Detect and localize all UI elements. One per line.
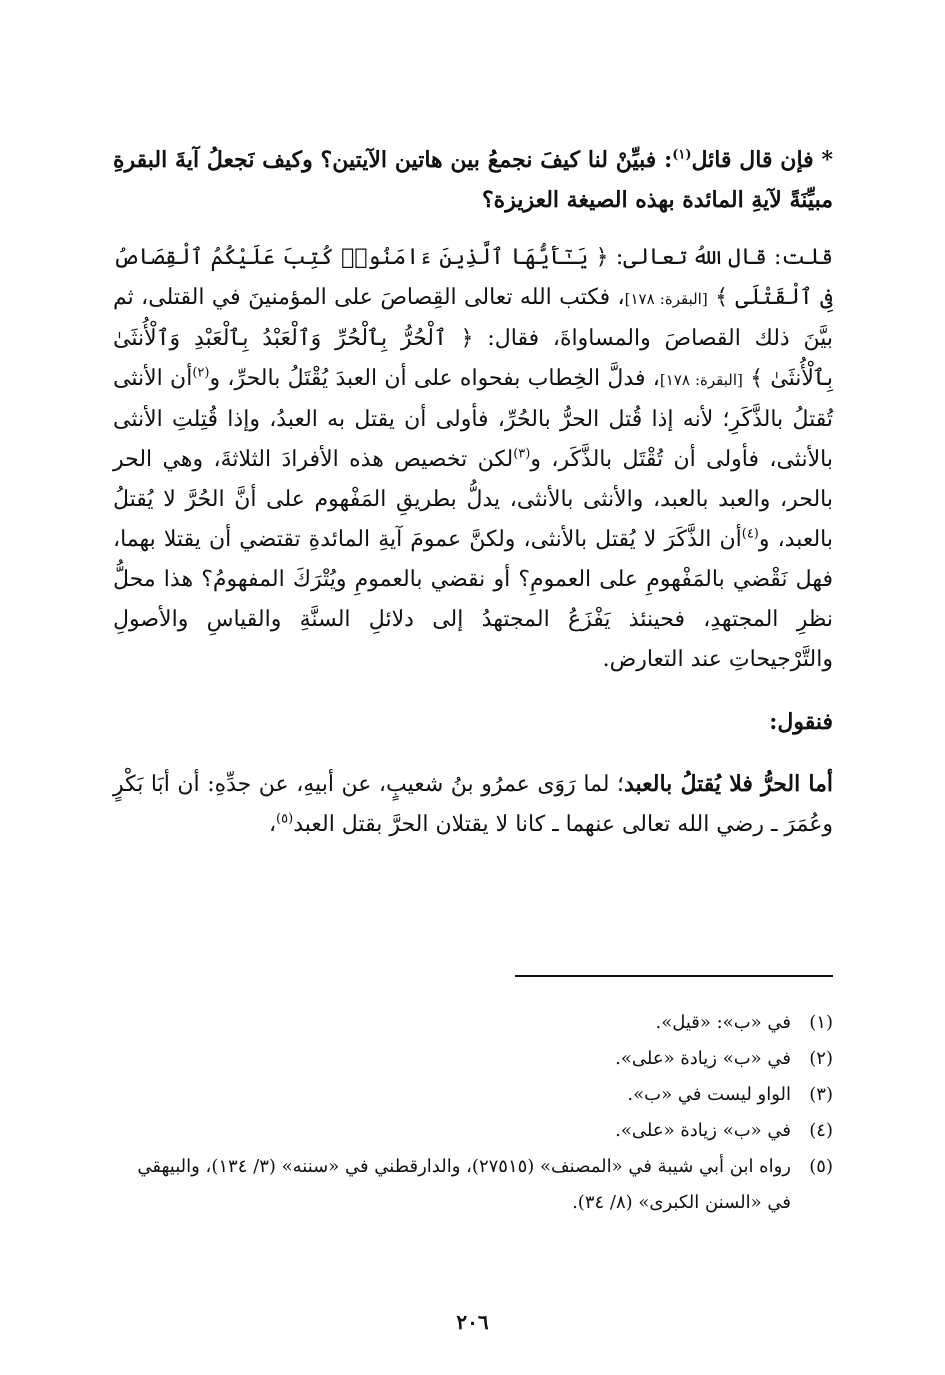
answer-s4: أن الأنثى تُقتلُ بالذَّكَرِ؛ لأنه إذا قُتل الحرُّ بالحُرِّ، فأولى أن يقتل به العبدُ، وإذا قُتِلتِ الأنثى بالأنثى، فأولى أن تُقْتَل بالذَّكَر، و (113, 366, 833, 472)
spacer (113, 680, 833, 702)
footnote-ref-3[interactable]: (٣) (513, 446, 531, 462)
main-text (113, 140, 833, 845)
footnote-number: (٢) (809, 1048, 833, 1069)
footnote-text: في «ب» زيادة «على». (615, 1048, 791, 1069)
footnote-number: (٣) (809, 1084, 833, 1105)
footnote-item (113, 1005, 833, 1041)
answer-s3: ، فدلَّ الخِطاب بفحواه على أن العبدَ يُقْتَلُ بالحرِّ، و (209, 366, 660, 391)
answer-paragraph (113, 238, 833, 680)
footnote-text: الواو ليست في «ب». (627, 1084, 791, 1105)
footnote-ref-1[interactable]: (١) (672, 147, 692, 163)
naqul-heading: فنقول: (769, 709, 833, 735)
footnote-text: في «ب» زيادة «على». (615, 1120, 791, 1141)
footnote-ref-4[interactable]: (٤) (741, 526, 759, 542)
footnote-item (113, 1041, 833, 1077)
question-paragraph (113, 140, 833, 220)
footnote-item (113, 1077, 833, 1113)
footnote-item (113, 1149, 833, 1221)
spacer (113, 742, 833, 764)
footnote-text: رواه ابن أبي شيبة في «المصنف» (٢٧٥١٥)، والدارقطني في «سننه» (٣/ ١٣٤)، والبيهقي في «السنن الكبرى» (٨/ ٣٤). (137, 1156, 791, 1213)
footnote-item (113, 1113, 833, 1149)
quran-ref-1: [البقرة: ١٧٨] (624, 290, 708, 308)
question-part2: : فبيِّنْ لنا كيفَ نجمعُ بين هاتين الآيتين؟ وكيف نَجعلُ آيةَ البقرةِ مبيِّنَةً لآيةِ المائدة بهذه الصيغة العزيزة؟ (113, 147, 833, 213)
footnote-number: (٤) (809, 1120, 833, 1141)
footnote-number: (١) (809, 1012, 833, 1033)
question-part1: فإن قال قائل (691, 147, 814, 173)
star-marker: * (821, 147, 833, 173)
final-rest: ؛ لما رَوَى عمرُو بنُ شعيبٍ، عن أبيهِ، عن جدِّهِ: أن أبَا بَكْرٍ وعُمَرَ ـ رضي الله تعالى عنهما ـ كانا لا يقتلان الحرَّ بقتل العبد (113, 772, 833, 837)
answer-s6: أن الذَّكَرَ لا يُقتل بالأنثى، ولكنَّ عمومَ آيةِ المائدةِ تقتضي أن يقتلا بهما، فهل نَقْضي بالمَفْهومِ على العمومِ؟ أو نقضي بالعمومِ ويُتْرَكَ المفهومُ؟ هذا محلُّ نظرِ المجتهدِ، فحينئذ يَفْزَعُ المجتهدُ إلى دلائلِ السنَّةِ والقياسِ والأصولِ والتَّرْجيحاتِ عند التعارض. (113, 527, 834, 672)
page-number: ٢٠٦ (456, 1310, 489, 1334)
answer-s5: لكن تخصيص هذه الأفرادَ الثلاثةَ، وهي الحر بالحر، والعبد بالعبد، والأنثى بالأنثى، يدلُّ بطريقِ المَفْهوم على أنَّ الحُرَّ لا يُقتلُ بالعبد، و (113, 447, 834, 552)
final-paragraph (113, 764, 833, 845)
final-end: ، (268, 812, 277, 837)
footnote-ref-2[interactable]: (٢) (192, 365, 210, 381)
quran-ref-2: [البقرة: ١٧٨] (659, 371, 743, 389)
footnote-text: في «ب»: «قيل». (655, 1012, 791, 1033)
footnote-divider (515, 975, 833, 977)
footnote-number: (٥) (809, 1156, 833, 1177)
answer-s2: ، فكتب الله تعالى القِصاصَ على المؤمنينَ في القتلى، ثم بيَّنَ ذلك القصاصَ والمساواةَ، فقال: ﴿ ٱلْحُرُّ بِٱلْحُرِّ وَٱلْعَبْدُ بِٱلْعَبْدِ وَٱلْأُنثَىٰ بِٱلْأُنثَىٰ ﴾ (113, 285, 833, 391)
final-bold: أما الحرُّ فلا يُقتلُ بالعبد (623, 771, 834, 797)
footnote-ref-5[interactable]: (٥) (276, 811, 294, 827)
footnotes-list (113, 1005, 833, 1221)
answer-s1: قلت: قال اللهُ تعالى: ﴿ يَـٰٓأَيُّهَا ٱلَّذِينَ ءَامَنُوا۟ كُتِبَ عَلَيْكُمُ ٱلْقِصَاصُ فِى ٱلْقَتْلَى ﴾ (113, 245, 833, 310)
